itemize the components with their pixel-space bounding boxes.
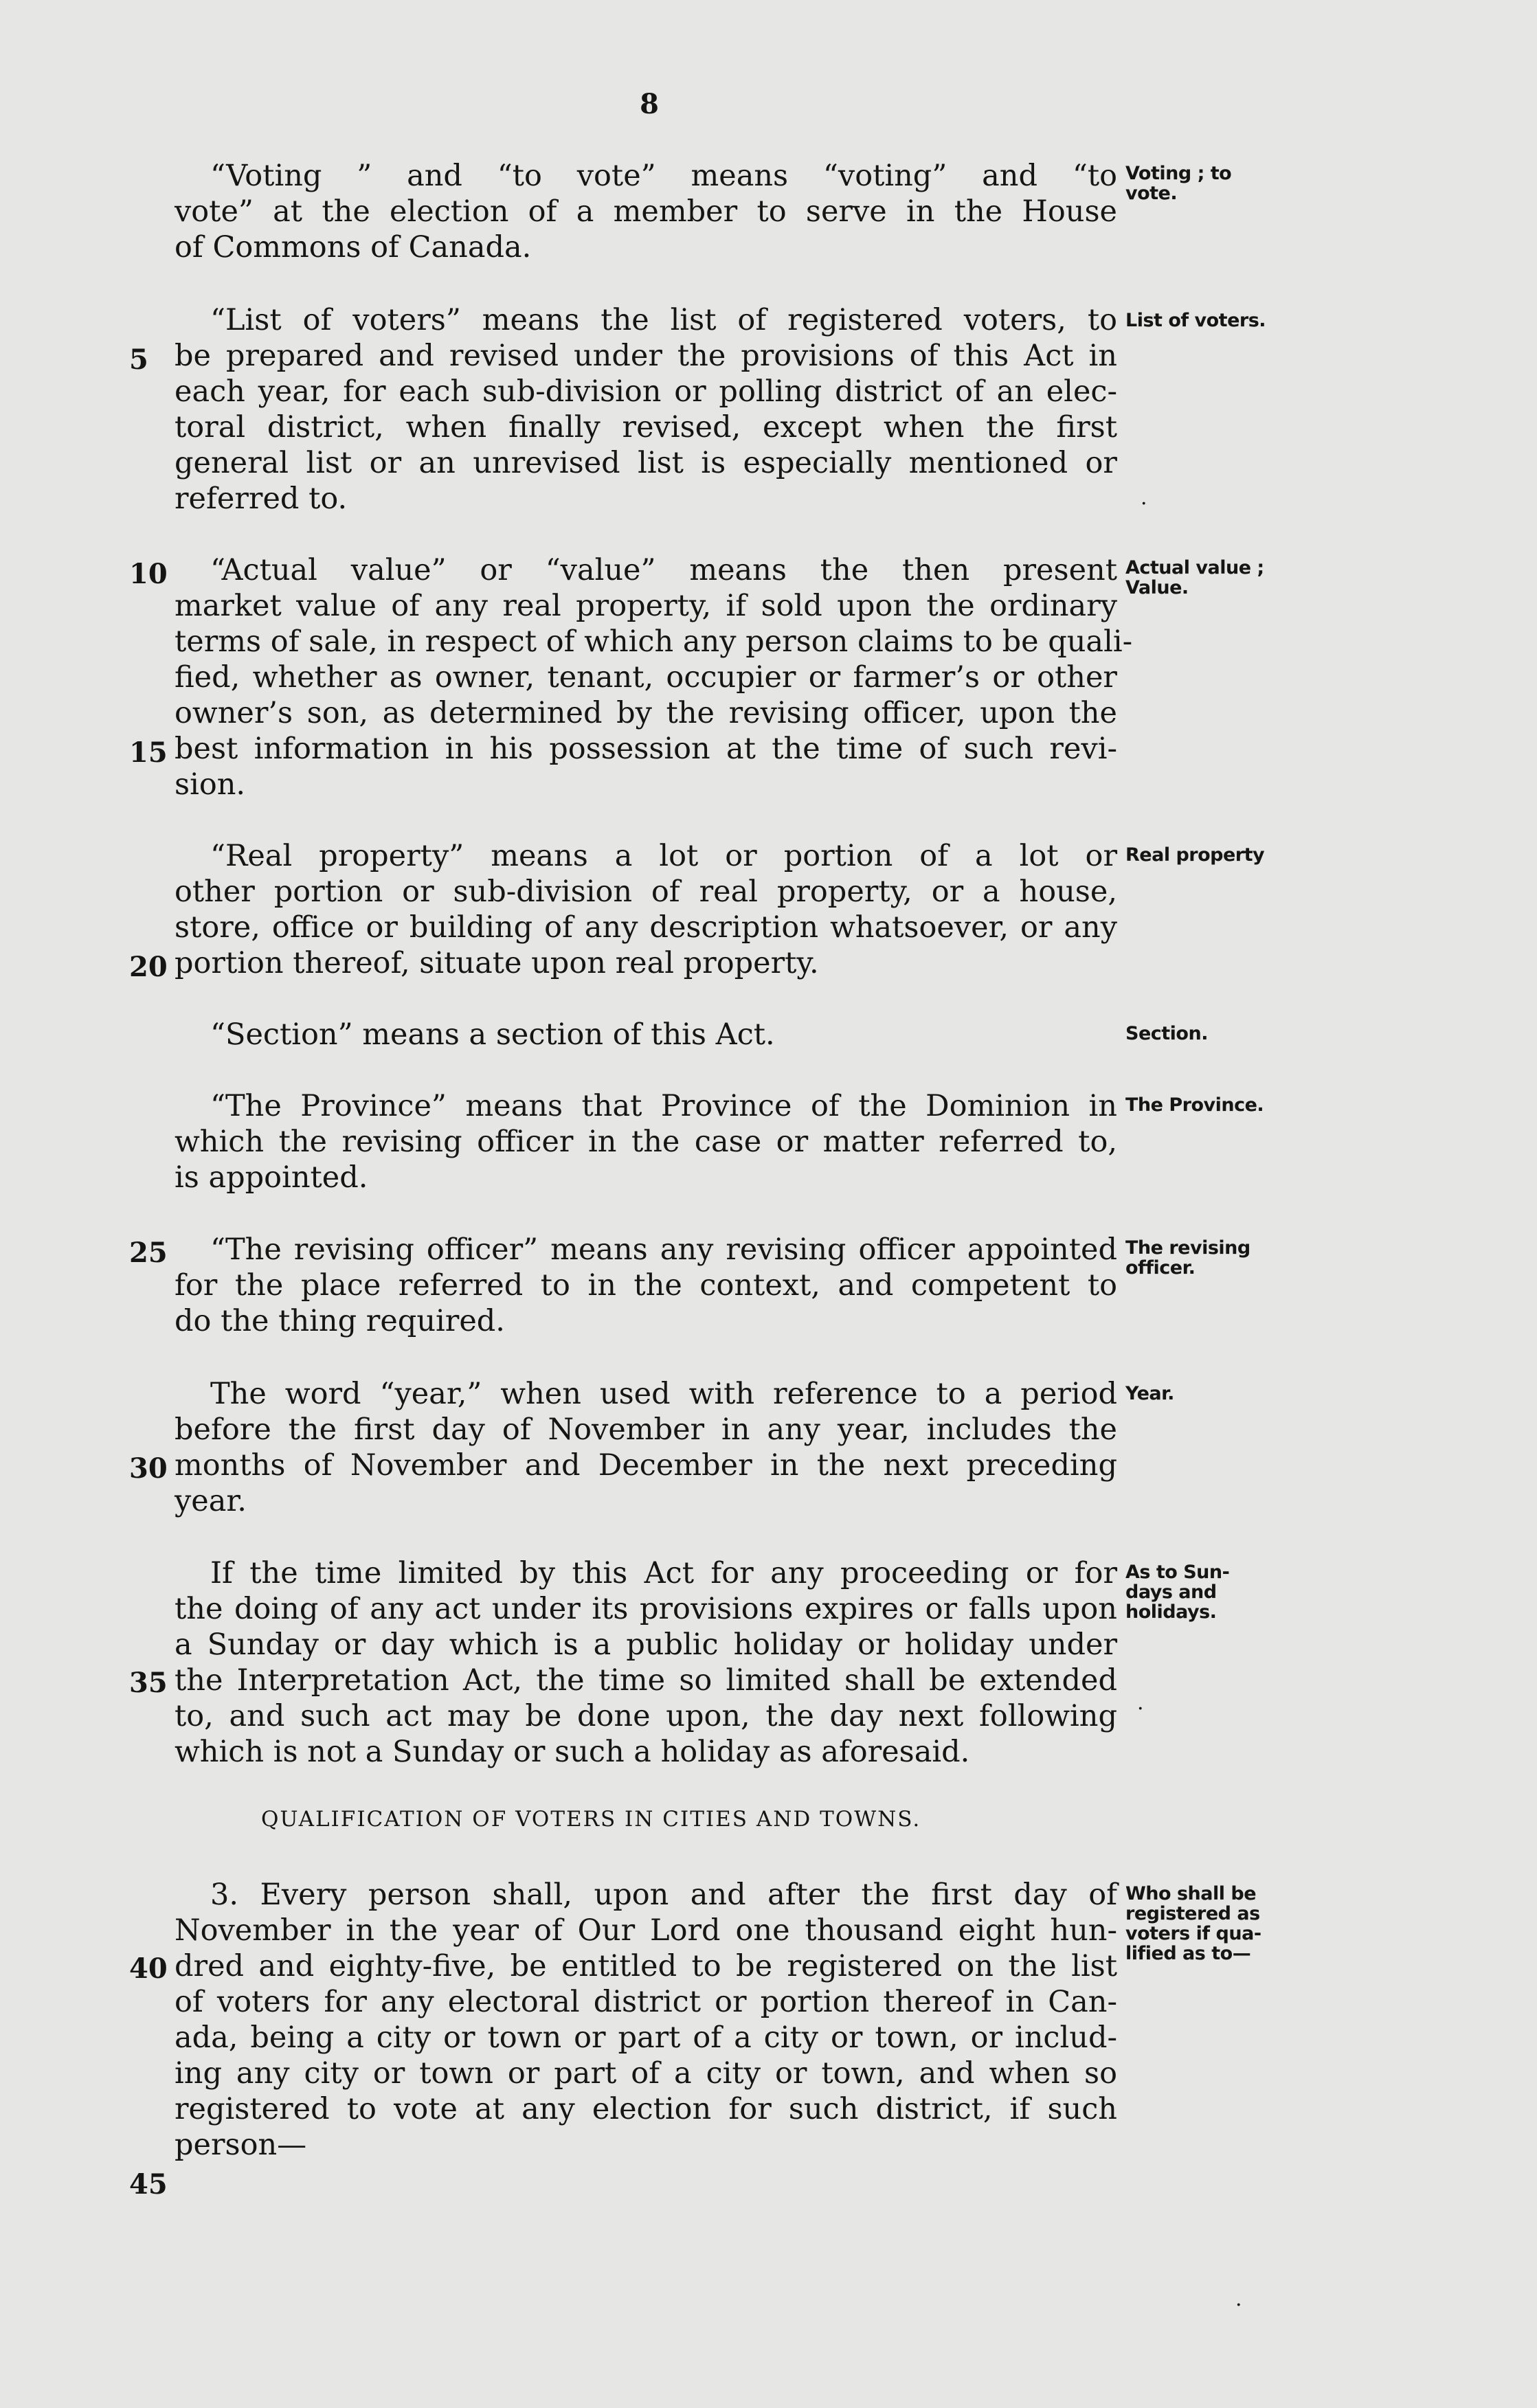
margin-note-province [1125, 1095, 1297, 1115]
text-line: dred and eighty-five, be entitled to be registered on the list [175, 1949, 1117, 1983]
text-line: “Voting ” and “to vote” means “voting” and “to [210, 159, 1117, 193]
text-line: be prepared and revised under the provisions of this Act in [175, 339, 1117, 373]
line-number: 30 [129, 1452, 168, 1485]
text-line: ing any city or town or part of a city or town, and when so [175, 2056, 1117, 2091]
text-line: of Commons of Canada. [175, 230, 532, 265]
line-number: 10 [129, 558, 168, 590]
margin-note-voting [1125, 164, 1297, 203]
line-number: 25 [129, 1237, 168, 1269]
line-number: 5 [129, 344, 148, 376]
margin-note-line: Real property [1125, 844, 1265, 866]
text-line: the doing of any act under its provisions expires or falls upon [175, 1592, 1117, 1626]
text-line: “The Province” means that Province of the Dominion in [210, 1089, 1117, 1123]
section-heading: QUALIFICATION OF VOTERS IN CITIES AND TOWNS. [261, 1807, 921, 1832]
text-line: market value of any real property, if sold upon the ordinary [175, 589, 1117, 623]
paragraph-list-of-voters [175, 302, 1117, 517]
text-line: which is not a Sunday or such a holiday as aforesaid. [175, 1735, 970, 1769]
text-line: If the time limited by this Act for any proceeding or for [210, 1556, 1117, 1590]
text-line: before the first day of November in any year, includes the [175, 1413, 1117, 1447]
text-line: “The revising officer” means any revising officer appointed [210, 1233, 1117, 1267]
text-line: year. [175, 1484, 247, 1518]
margin-note-line: List of voters. [1125, 310, 1266, 331]
line-number: 35 [129, 1667, 168, 1699]
margin-note-revising-officer [1125, 1238, 1297, 1278]
margin-note-line: The revising [1125, 1237, 1250, 1259]
margin-note-line: lified as to— [1125, 1943, 1251, 1964]
paragraph-section [175, 1017, 1117, 1053]
margin-note-line: The Province. [1125, 1094, 1264, 1116]
text-line: each year, for each sub-division or polling district of an elec- [175, 374, 1117, 409]
text-line: “Section” means a section of this Act. [210, 1017, 775, 1052]
paragraph-year [175, 1376, 1117, 1519]
text-line: other portion or sub-division of real property, or a house, [175, 875, 1117, 909]
speck: · [1141, 492, 1147, 516]
margin-note-line: As to Sun- [1125, 1562, 1230, 1583]
margin-note-year [1125, 1384, 1297, 1404]
text-line: The word “year,” when used with reference to a period [210, 1377, 1117, 1411]
text-line: referred to. [175, 482, 348, 516]
line-number: 40 [129, 1953, 168, 1985]
text-line: portion thereof, situate upon real property. [175, 946, 819, 980]
margin-note-line: days and [1125, 1582, 1217, 1603]
text-line: fied, whether as owner, tenant, occupier or farmer’s or other [175, 660, 1117, 695]
text-line: “Real property” means a lot or portion of a lot or [210, 839, 1117, 873]
text-line: which the revising officer in the case or matter referred to, [175, 1125, 1117, 1159]
text-line: general list or an unrevised list is especially mentioned or [175, 446, 1117, 480]
margin-note-line: Voting ; to [1125, 163, 1232, 184]
margin-note-holidays [1125, 1562, 1297, 1622]
text-line: vote” at the election of a member to serve in the House [175, 194, 1117, 229]
line-number: 15 [129, 736, 168, 769]
text-line: store, office or building of any description whatsoever, or any [175, 910, 1117, 945]
margin-note-line: Actual value ; [1125, 557, 1264, 578]
text-line: is appointed. [175, 1160, 368, 1195]
paragraph-voting [175, 158, 1117, 265]
text-line: terms of sale, in respect of which any person claims to be quali- [175, 624, 1133, 659]
margin-note-line: Value. [1125, 577, 1189, 598]
text-line: “Actual value” or “value” means the then present [210, 553, 1117, 587]
margin-note-line: Who shall be [1125, 1883, 1257, 1904]
margin-note-line: Section. [1125, 1023, 1208, 1044]
text-line: person— [175, 2128, 307, 2162]
text-line: sion. [175, 767, 246, 802]
paragraph-province [175, 1088, 1117, 1195]
text-line: do the thing required. [175, 1304, 505, 1338]
text-line: for the place referred to in the context, and competent to [175, 1268, 1117, 1303]
margin-note-line: vote. [1125, 183, 1178, 204]
margin-note-line: registered as [1125, 1903, 1260, 1924]
text-line: best information in his possession at the time of such revi- [175, 732, 1117, 766]
text-line: 3. Every person shall, upon and after the first day of [210, 1878, 1117, 1912]
speck: · [1137, 1697, 1144, 1721]
paragraph-section-3 [175, 1877, 1117, 2163]
text-line: registered to vote at any election for such district, if such [175, 2092, 1117, 2126]
margin-note-actual-value [1125, 558, 1297, 598]
margin-note-line: officer. [1125, 1257, 1196, 1279]
paragraph-actual-value [175, 552, 1133, 802]
page-number: 8 [640, 88, 659, 120]
margin-note-real-property [1125, 845, 1297, 865]
paragraph-holidays [175, 1555, 1117, 1770]
speck: · [1235, 2293, 1242, 2317]
text-line: ada, being a city or town or part of a city or town, or includ- [175, 2021, 1117, 2055]
text-line: a Sunday or day which is a public holiday or holiday under [175, 1628, 1117, 1662]
paragraph-revising-officer [175, 1232, 1117, 1339]
margin-note-section [1125, 1024, 1297, 1044]
text-line: “List of voters” means the list of registered voters, to [210, 303, 1117, 337]
text-line: toral district, when finally revised, except when the first [175, 410, 1117, 445]
line-number: 45 [129, 2168, 168, 2201]
text-line: of voters for any electoral district or portion thereof in Can- [175, 1985, 1117, 2019]
margin-note-line: Year. [1125, 1383, 1174, 1404]
margin-note-who-shall-be-registered [1125, 1884, 1297, 1963]
text-line: months of November and December in the next preceding [175, 1448, 1117, 1483]
line-number: 20 [129, 951, 168, 983]
paragraph-real-property [175, 838, 1117, 981]
text-line: the Interpretation Act, the time so limited shall be extended [175, 1663, 1117, 1698]
margin-note-list-of-voters [1125, 311, 1297, 330]
text-line: November in the year of Our Lord one thousand eight hun- [175, 1913, 1117, 1948]
margin-note-line: voters if qua- [1125, 1923, 1261, 1944]
text-line: owner’s son, as determined by the revising officer, upon the [175, 696, 1117, 730]
margin-note-line: holidays. [1125, 1601, 1217, 1623]
text-line: to, and such act may be done upon, the day next following [175, 1699, 1117, 1733]
